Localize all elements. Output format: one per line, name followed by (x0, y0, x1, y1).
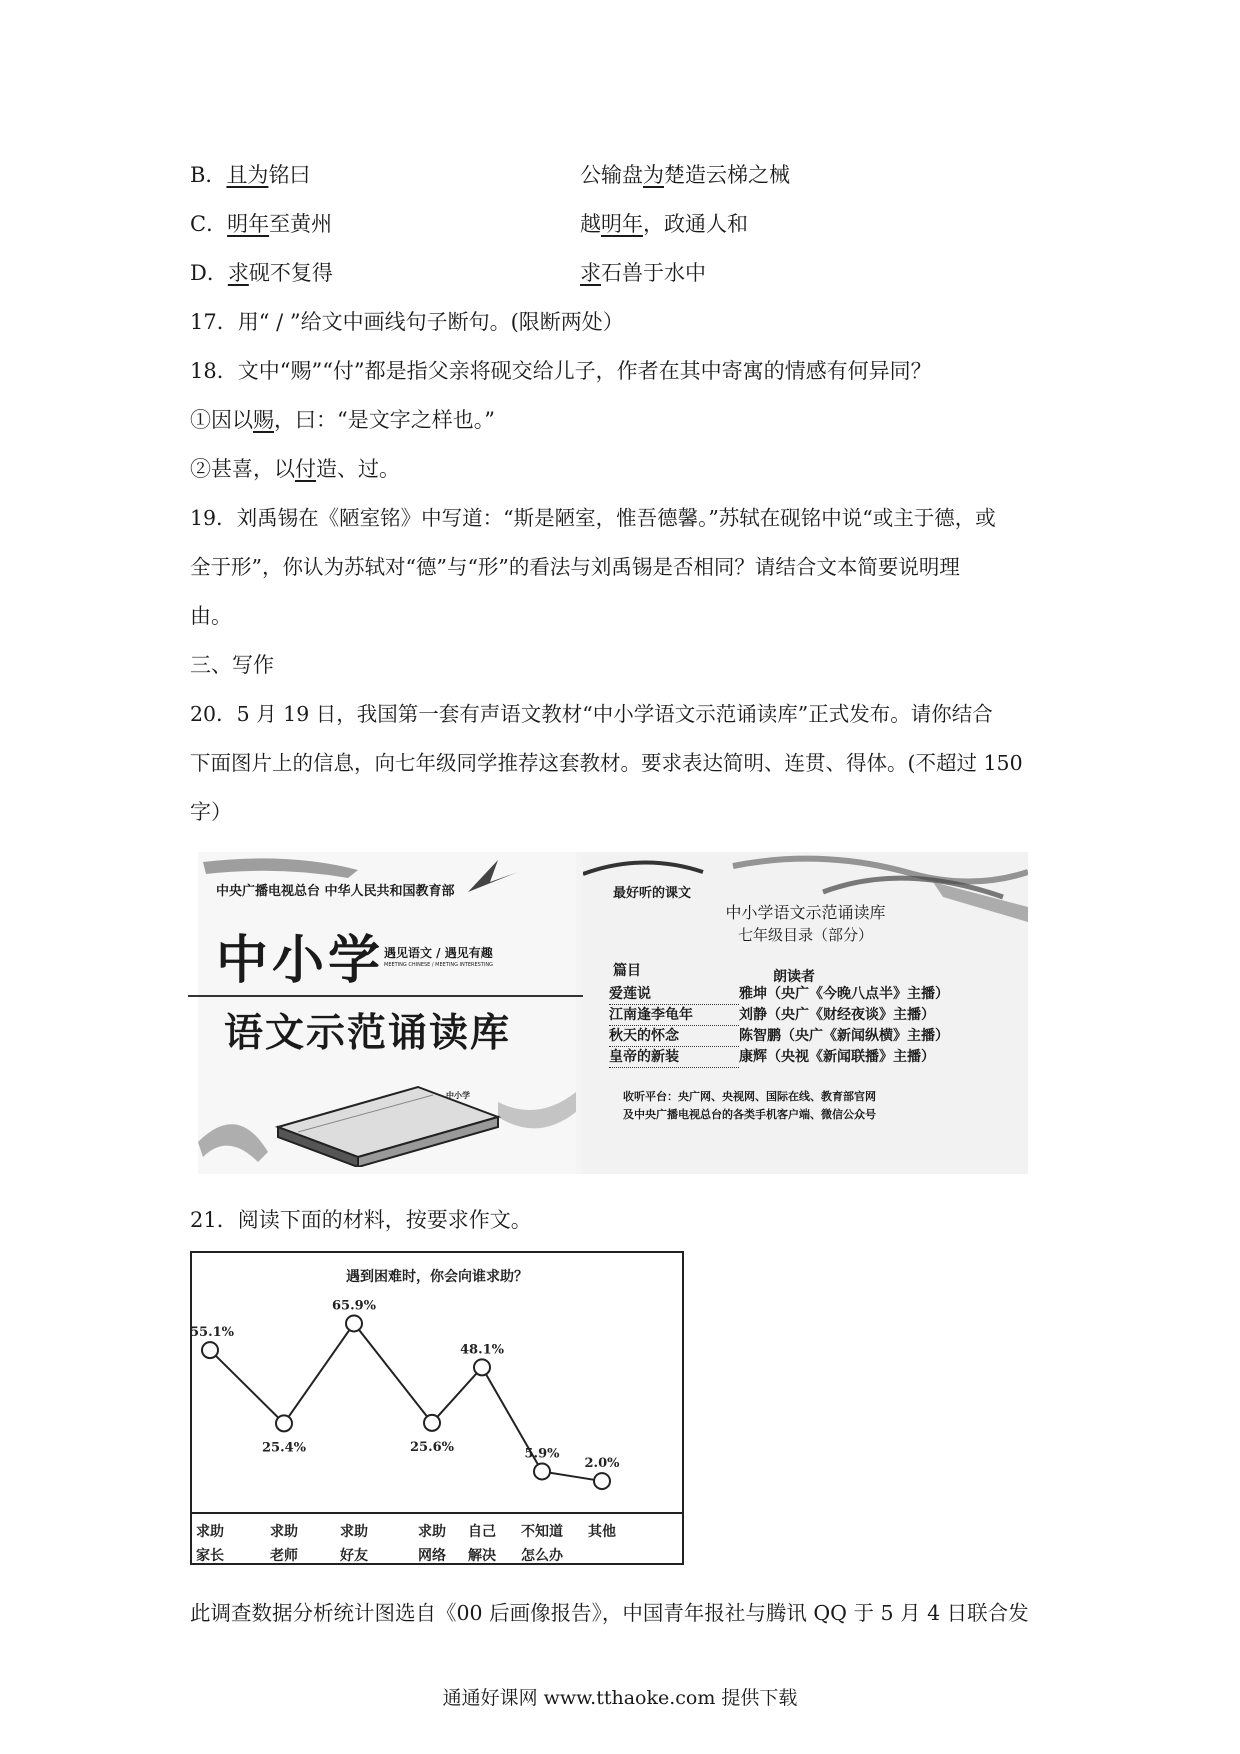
data-label: 2.0% (584, 1456, 620, 1472)
question-17: 17．用“ / ”给文中画线句子断句。(限断两处） (190, 310, 624, 334)
category-label: 网络 (418, 1548, 446, 1563)
category-label: 自己 (468, 1524, 496, 1540)
question-20-line-2: 下面图片上的信息，向七年级同学推荐这套教材。要求表达简明、连贯、得体。(不超过 150 (190, 751, 1023, 775)
option-b: B．且为铭曰 公输盘为楚造云梯之械 (190, 163, 790, 187)
question-19-line-2: 全于形”，你认为苏轼对“德”与“形”的看法与刘禹锡是否相同？请结合文本简要说明理 (190, 555, 960, 579)
platform-line-2: 及中央广播电视总台的各类手机客户端、微信公众号 (623, 1108, 876, 1121)
category-label: 好友 (340, 1548, 368, 1563)
poster-image (198, 852, 1028, 1174)
category-label: 其他 (588, 1524, 616, 1540)
poster-slogan: 遇见语文 / 遇见有趣 (384, 946, 493, 960)
material-intro: 此调查数据分析统计图选自《00 后画像报告》，中国青年报社与腾讯 QQ 于 5 月 4 日联合发 (190, 1601, 1029, 1625)
poster-right (583, 852, 1028, 1174)
data-label: 25.6% (409, 1439, 455, 1455)
question-19-line-3: 由。 (190, 604, 232, 628)
poster-right-heading: 最好听的课文 (613, 886, 692, 901)
data-label: 48.1% (459, 1342, 505, 1358)
chart-title: 遇到困难时，你会向谁求助？ (346, 1269, 528, 1285)
catalog-row: 爱莲说 雅坤（央广《今晚八点半》主播） (609, 984, 949, 1005)
question-21: 21．阅读下面的材料，按要求作文。 (190, 1208, 532, 1232)
poster-slogan-en: MEETING CHINESE / MEETING INTERESTING (384, 962, 493, 968)
data-point (534, 1463, 550, 1479)
page-footer: 通通好课网 www.tthaoke.com 提供下载 (442, 1687, 798, 1709)
catalog-row: 秋天的怀念 陈智鹏（央广《新闻纵横》主播） (609, 1026, 949, 1047)
poster-title-line2: 语文示范诵读库 (224, 1011, 512, 1056)
data-label: 25.4% (261, 1440, 307, 1456)
option-d: D．求砚不复得 求石兽于水中 (190, 261, 706, 285)
data-point (474, 1359, 490, 1375)
poster-divider (188, 995, 588, 997)
data-label: 65.9% (331, 1298, 377, 1314)
category-label: 老师 (270, 1548, 298, 1563)
chart-svg (192, 1253, 682, 1563)
option-c: C．明年至黄州 越明年，政通人和 (190, 212, 748, 236)
catalog-list (609, 984, 949, 1068)
catalog-subtitle: 七年级目录（部分） (737, 926, 873, 944)
category-label: 不知道 (521, 1524, 563, 1540)
platform-line-1: 收听平台：央广网、央视网、国际在线、教育部官网 (623, 1090, 876, 1103)
catalog-row: 江南逢李龟年 刘静（央广《财经夜谈》主播） (609, 1005, 949, 1026)
category-label: 家长 (196, 1548, 224, 1563)
catalog-col-piece: 篇目 (613, 963, 641, 979)
catalog-title: 中小学语文示范诵读库 (725, 903, 886, 922)
poster-issuers: 中央广播电视总台 中华人民共和国教育部 (216, 884, 455, 899)
catalog-col-reader: 朗读者 (773, 969, 815, 985)
book-icon (268, 1057, 508, 1167)
question-18-item-2: ②甚喜，以付造、过。 (190, 457, 400, 481)
category-label: 求助 (340, 1524, 368, 1540)
data-point (202, 1342, 218, 1358)
category-label: 求助 (196, 1524, 224, 1540)
book-label: 中小学 (446, 1091, 470, 1100)
question-19-line-1: 19．刘禹锡在《陋室铭》中写道：“斯是陋室，惟吾德馨。”苏轼在砚铭中说“或主于德，或 (190, 506, 996, 530)
section-writing: 三、写作 (190, 653, 274, 677)
data-point (276, 1415, 292, 1431)
question-20-line-3: 字） (190, 800, 232, 824)
question-20-line-1: 20．5 月 19 日，我国第一套有声语文教材“中小学语文示范诵读库”正式发布。请你结合 (190, 702, 993, 726)
data-point (346, 1315, 362, 1331)
data-label: 5.9% (524, 1446, 560, 1462)
survey-chart (190, 1251, 684, 1565)
question-18: 18．文中“赐”“付”都是指父亲将砚交给儿子，作者在其中寄寓的情感有何异同？ (190, 359, 932, 383)
question-18-item-1: ①因以赐，曰：“是文字之样也。” (190, 408, 495, 432)
category-label: 解决 (468, 1548, 496, 1563)
data-label: 55.1% (192, 1325, 235, 1341)
poster-left (198, 852, 576, 1174)
category-label: 求助 (270, 1524, 298, 1540)
catalog-row: 皇帝的新装 康辉（央视《新闻联播》主播） (609, 1047, 949, 1068)
poster-title-big: 中小学 (216, 931, 385, 991)
category-label: 怎么办 (521, 1548, 563, 1563)
data-point (424, 1415, 440, 1431)
data-point (594, 1473, 610, 1489)
category-label: 求助 (418, 1524, 446, 1540)
